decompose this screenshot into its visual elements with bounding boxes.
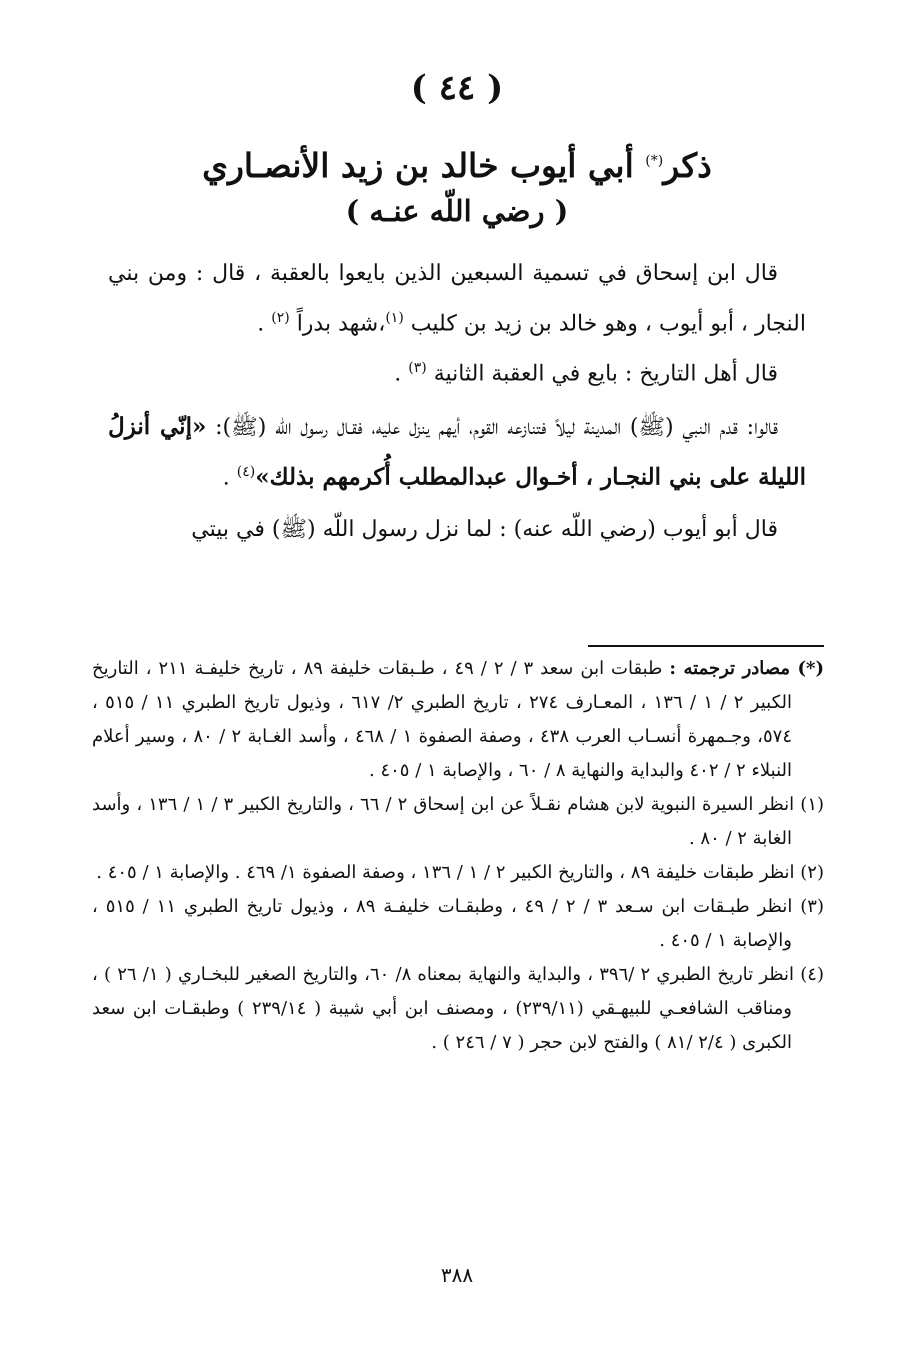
chapter-title	[60, 140, 854, 187]
paragraph-3-text-b: .	[222, 464, 237, 490]
footnote-ref-1: (١)	[385, 310, 404, 326]
paragraph-2-text-a: قال أهل التاريخ : بايع في العقبة الثانية	[426, 361, 778, 387]
paragraph-1	[108, 252, 806, 346]
title-prefix: ذكر	[663, 146, 712, 185]
title-name: أبي أيوب خالد بن زيد الأنصـاري	[202, 146, 634, 185]
footnote-3: (٣) انظر طبـقات ابن سـعد ٣ / ٢ / ٤٩ ، وطبقـات خليفـة ٨٩ ، وذيول تاريخ الطبري ١١ / ٥١٥ ، والإصابة ١ / ٤٠٥ .	[92, 896, 824, 951]
footnote-sources	[92, 652, 824, 788]
paragraph-2	[108, 346, 806, 396]
footnote-ref-4: (٤)	[236, 463, 256, 480]
main-text	[108, 252, 806, 552]
chapter-number: ( ٤٤ )	[410, 68, 504, 108]
title-footnote-marker: (*)	[645, 153, 664, 169]
paragraph-1-text-c: .	[257, 311, 272, 337]
hadith-quote: «إنّي أنزلُ الليلة على بني النجـار ، أخـوال عبدالمطلب أُكرمهم بذلك»	[108, 412, 806, 490]
paragraph-1-text-b: ،شهد بدراً	[289, 311, 386, 337]
footnote-2: (٢) انظر طبقات خليفة ٨٩ ، والتاريخ الكبير ٢ / ١ / ١٣٦ ، وصفة الصفوة ١/ ٤٦٩ . والإصابة ١ / ٤٠٥ .	[96, 862, 824, 883]
footnote-separator	[588, 645, 824, 647]
paragraph-4: قال أبو أيوب (رضي اللّه عنه) : لما نزل رسول اللّه (ﷺ) في بيتي	[191, 516, 778, 542]
paragraph-1-text-a: قال ابن إسحاق في تسمية السبعين الذين بايعوا بالعقبة ، قال : ومن بني النجار ، أبو أيوب ، وهو خالد بن زيد بن كليب	[108, 261, 806, 337]
footnotes	[92, 652, 824, 1060]
footnote-sources-label: (*) مصادر ترجمته :	[669, 658, 824, 679]
paragraph-3	[108, 405, 806, 500]
footnote-1: (١) انظر السيرة النبوية لابن هشام نقـلاً عن ابن إسحاق ٢ / ٦٦ ، والتاريخ الكبير ٣ / ١ / ١٣٦ ، وأسد الغابة ٢ / ٨٠ .	[92, 794, 825, 849]
footnote-ref-3: (٣)	[408, 360, 427, 377]
footnote-sources-text: طبقات ابن سعد ٣ / ٢ / ٤٩ ، طـبقات خليفة ٨٩ ، تاريخ خليفـة ٢١١ ، التاريخ الكبير ٢ / ١ / ١٣٦ ، المعـارف ٢٧٤ ، تاريخ الطبري ٢/ ٦١٧ ، وذيول تاريخ الطبري ١١ / ٥١٥ ، ٥٧٤، وجـمهرة أنسـاب العرب ٤٣٨ ، وصفة الصفوة ١ / ٤٦٨ ، وأسد الغـابة ٢ / ٨٠ ، وسير أعلام النبلاء ٢ / ٤٠٢ والبداية والنهاية ٨ / ٦٠ ، والإصابة ١ / ٤٠٥ .	[92, 658, 793, 781]
footnote-ref-2: (٢)	[271, 310, 290, 326]
paragraph-3-text-a: قالوا: قدم النبي (ﷺ) المدينة ليلاً فتنازعه القوم، أيهم ينزل عليه، فقـال رسول الله (ﷺ):	[206, 414, 778, 440]
paragraph-2-text-b: .	[394, 361, 409, 387]
footnote-4: (٤) انظر تاريخ الطبري ٢ /٣٩٦ ، والبداية والنهاية بمعناه ٨/ ٦٠، والتاريخ الصغير للبخـاري ( ١/ ٢٦ ) ، ومناقب الشافعـي للبيهـقي (٢٣٩/١١) ، ومصنف ابن أبي شيبة ( ٢٣٩/١٤ ) وطبقـات ابن سعد الكبرى ( ٢/٤ /٨١ ) والفتح لابن حجر ( ٧ / ٢٤٦ ) .	[92, 964, 824, 1053]
page-number: ٣٨٨	[440, 1263, 474, 1287]
chapter-subtitle: ( رضي اللّه عنـه )	[345, 194, 569, 228]
